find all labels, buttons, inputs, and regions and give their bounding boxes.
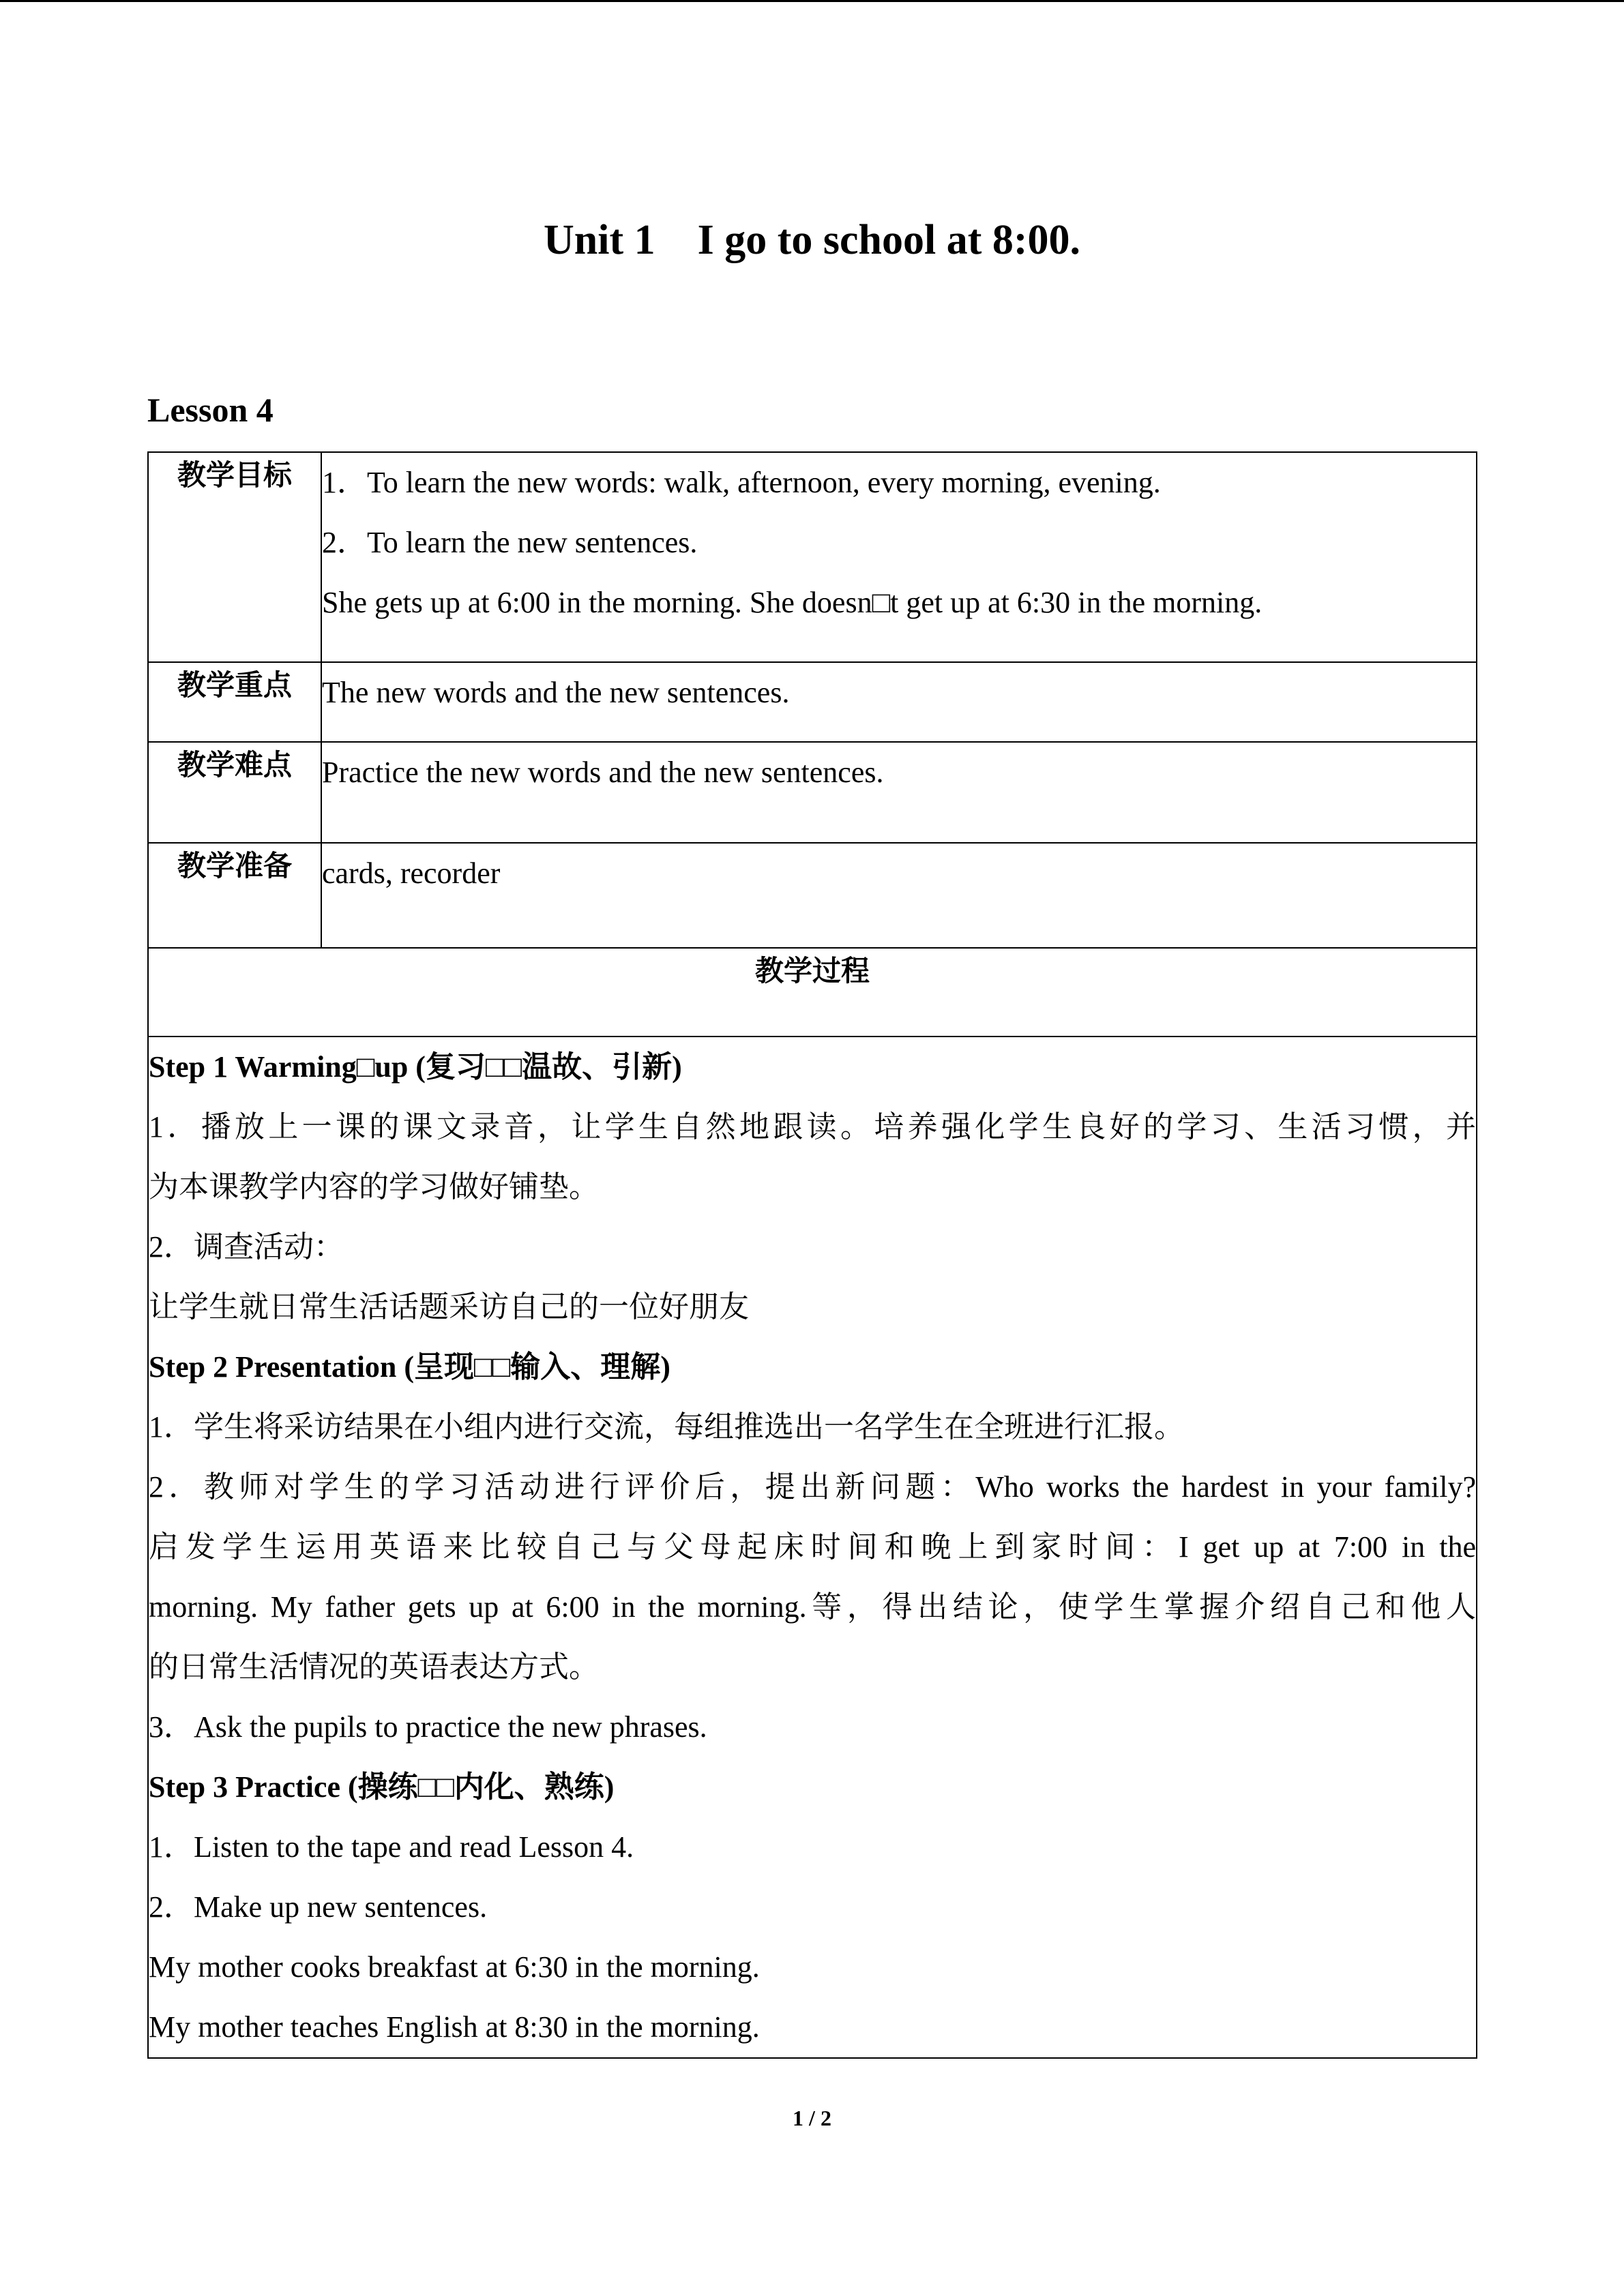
process-line: 2．Make up new sentences. <box>149 1890 488 1924</box>
process-line: 2．教师对学生的学习活动进行评价后，提出新问题：Who works the hardest in your family? <box>149 1470 1476 1504</box>
objectives-content <box>321 452 1477 662</box>
difficulties-row <box>148 742 1477 843</box>
process-line: 启发学生运用英语来比较自己与父母起床时间和晚上到家时间：I get up at 7:00 in the <box>149 1530 1476 1564</box>
objective-line-1: 1．To learn the new words: walk, afternoon, every morning, evening. <box>322 466 1161 499</box>
top-border-line <box>0 0 1624 2</box>
process-line: 的日常生活情况的英语表达方式。 <box>149 1650 599 1684</box>
key-points-text: The new words and the new sentences. <box>322 676 790 709</box>
process-line: morning. My father gets up at 6:00 in the morning.等，得出结论，使学生掌握介绍自己和他人 <box>149 1590 1476 1624</box>
process-line: 为本课教学内容的学习做好铺垫。 <box>149 1170 599 1204</box>
objective-line-3: She gets up at 6:00 in the morning. She doesn□t get up at 6:30 in the morning. <box>322 586 1263 619</box>
process-line: 让学生就日常生活话题采访自己的一位好朋友 <box>149 1290 749 1324</box>
process-body-row <box>148 1037 1477 2058</box>
process-line: 1．学生将采访结果在小组内进行交流，每组推选出一名学生在全班进行汇报。 <box>149 1410 1184 1444</box>
preparation-row <box>148 843 1477 948</box>
process-line: 2．调查活动： <box>149 1230 344 1264</box>
key-points-row <box>148 662 1477 742</box>
preparation-text: cards, recorder <box>322 856 501 890</box>
difficulties-text: Practice the new words and the new sentences. <box>322 756 884 789</box>
process-header: 教学过程 <box>148 948 1477 1037</box>
process-line: My mother cooks breakfast at 6:30 in the morning. <box>149 1950 760 1984</box>
process-body <box>148 1037 1477 2058</box>
key-points-label: 教学重点 <box>148 662 321 742</box>
step-2-heading: Step 2 Presentation (呈现□□输入、理解) <box>149 1350 670 1384</box>
objectives-row <box>148 452 1477 662</box>
process-line: 1．播放上一课的课文录音，让学生自然地跟读。培养强化学生良好的学习、生活习惯，并 <box>149 1110 1476 1144</box>
process-line: 1．Listen to the tape and read Lesson 4. <box>149 1830 634 1864</box>
page-number: 1 / 2 <box>793 2106 831 2130</box>
lesson-plan-table <box>147 451 1477 2059</box>
step-1-heading: Step 1 Warming□up (复习□□温故、引新) <box>149 1050 682 1084</box>
objective-line-2: 2．To learn the new sentences. <box>322 526 698 559</box>
page-title: Unit 1 I go to school at 8:00. <box>543 217 1081 263</box>
objectives-label: 教学目标 <box>148 452 321 662</box>
difficulties-label: 教学难点 <box>148 742 321 843</box>
process-line: My mother teaches English at 8:30 in the morning. <box>149 2010 760 2044</box>
preparation-label: 教学准备 <box>148 843 321 948</box>
lesson-heading: Lesson 4 <box>147 391 274 429</box>
process-header-row <box>148 948 1477 1037</box>
step-3-heading: Step 3 Practice (操练□□内化、熟练) <box>149 1770 615 1804</box>
process-line: 3．Ask the pupils to practice the new phrases. <box>149 1710 707 1744</box>
